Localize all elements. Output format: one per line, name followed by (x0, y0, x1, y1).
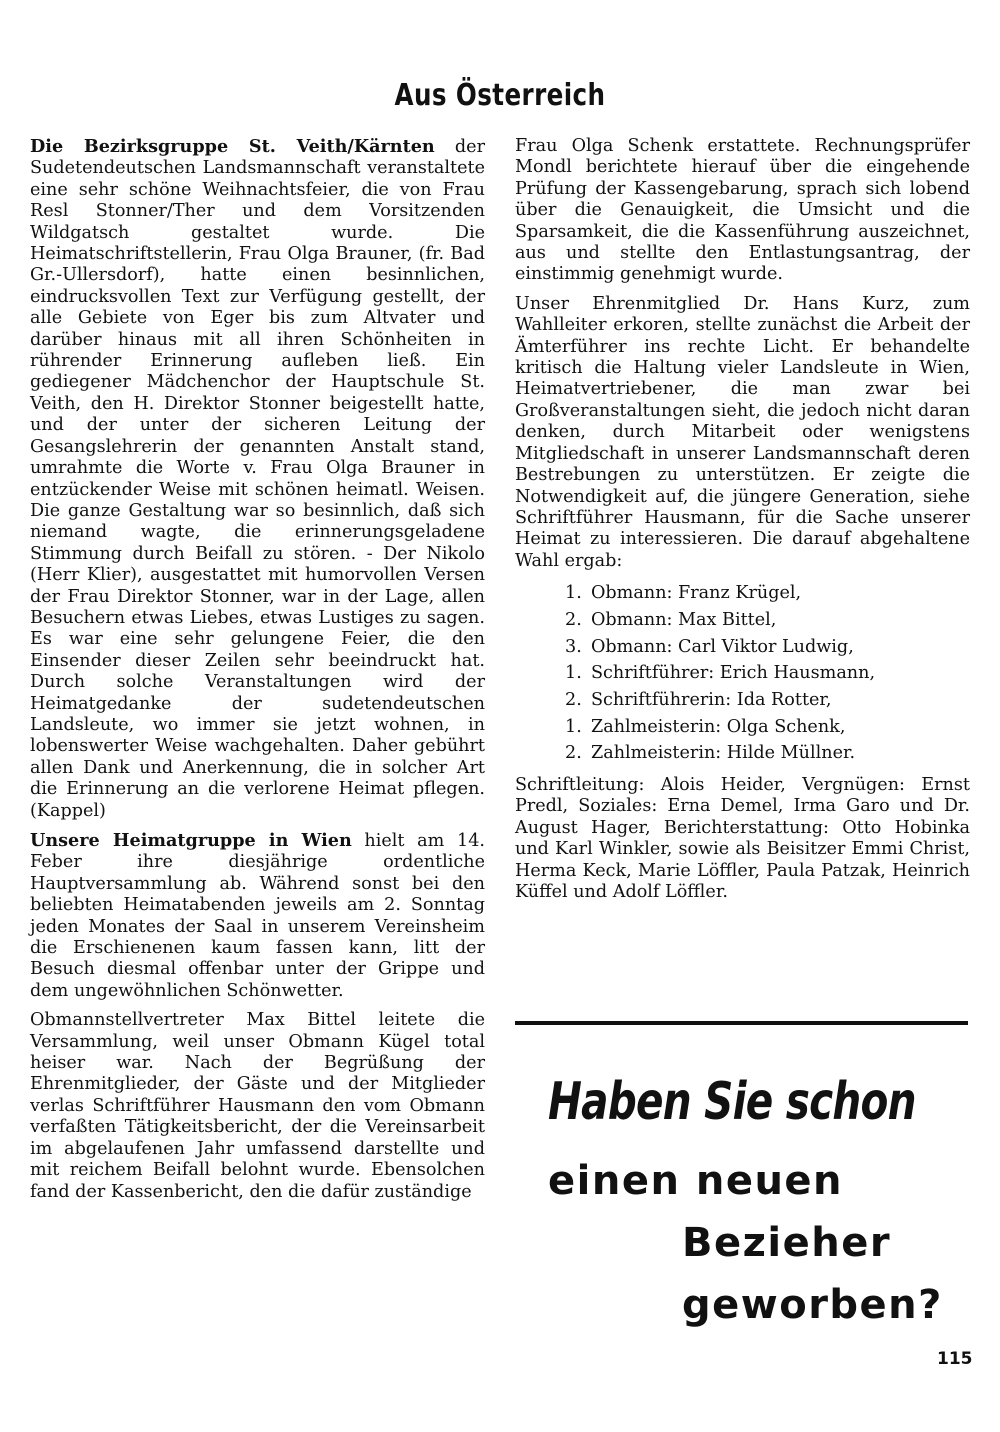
article-body: hielt am 14. Feber ihre diesjährige ordentliche Hauptversammlung ab. Während sonst bei den beliebten Heimatabenden jeweils am 2. Sonntag jeden Monates der Saal in unserem Vereinsheim die Erschienenen kaum fassen kann, litt der Besuch diesmal offenbar unter der Grippe und dem ungewöhnlichen Schönwetter. (30, 831, 485, 1001)
paragraph-versammlung: Obmannstellvertreter Max Bittel leitete die Versammlung, weil unser Obmann Kügel total heiser war. Nach der Begrüßung der Ehrenmitglieder, der Gäste und der Mitglieder verlas Schriftführer Hausmann den vom Obmann verfaßten Tätigkeitsbericht, der die Vereinsarbeit im abgelaufenen Jahr umfassend darstellte und mit reichem Beifall belohnt wurde. Ebensolchen fand der Kassenbericht, den die dafür zuständige (30, 1010, 485, 1202)
article-lead: Die Bezirksgruppe St. Veith/Kärnten (30, 136, 435, 157)
right-column (515, 136, 970, 911)
list-item: 2. Obmann: Max Bittel, (565, 609, 777, 630)
article-heimatgruppe-wien (30, 830, 485, 1002)
list-item: 1. Obmann: Franz Krügel, (565, 583, 802, 604)
paragraph-committee: Schriftleitung: Alois Heider, Vergnügen: Ernst Predl, Soziales: Erna Demel, Irma Garo und Dr. August Hager, Berichterstattung: Otto Hobinka und Karl Winkler, sowie als Beisitzer Emmi Christ, Herma Keck, Marie Löffler, Paula Patzak, Heinrich Küffel und Adolf Löffler. (515, 775, 970, 903)
left-column (30, 136, 485, 1211)
section-heading: Aus Österreich (394, 78, 606, 113)
article-bezirksgruppe-st-veith (30, 136, 485, 822)
divider-rule (515, 1021, 968, 1025)
election-results-list (565, 580, 970, 767)
ad-headline: Haben Sie schon (548, 1072, 916, 1132)
article-lead: Unsere Heimatgruppe in Wien (30, 830, 352, 851)
list-item: 3. Obmann: Carl Viktor Ludwig, (565, 636, 854, 657)
ad-line: geworben? (682, 1282, 943, 1328)
ad-line: Bezieher (682, 1220, 892, 1266)
list-item: 1. Schriftführer: Erich Hausmann, (565, 663, 876, 684)
paragraph-wahlleiter: Unser Ehrenmitglied Dr. Hans Kurz, zum Wahlleiter erkoren, stellte zunächst die Arbeit der Ämterführer ins rechte Licht. Er behandelte kritisch die Haltung vieler Landsleute in Wien, Heimatvertriebener, die man zwar bei Großveranstaltungen sieht, die jedoch nicht daran denken, durch Mitarbeit oder wenigstens Mitgliedschaft in unserer Landsmannschaft deren Bestrebungen zu unterstützen. Er zeigte die Notwendigkeit auf, die jüngere Generation, siehe Schriftführer Hausmann, für die Sache unserer Heimat zu interessieren. Die darauf abgehaltene Wahl ergab: (515, 293, 970, 571)
list-item: 2. Zahlmeisterin: Hilde Müllner. (565, 743, 856, 764)
list-item: 1. Zahlmeisterin: Olga Schenk, (565, 716, 846, 737)
paragraph-kassenbericht: Frau Olga Schenk erstattete. Rechnungsprüfer Mondl berichtete hierauf über die eingehende Prüfung der Kassengebarung, sprach sich lobend über die Genauigkeit, die Umsicht und die Sparsamkeit, die die Kassenführung auszeichnet, aus und stellte den Entlastungsantrag, der einstimmig genehmigt wurde. (515, 136, 970, 285)
article-body: der Sudetendeutschen Landsmannschaft veranstaltete eine sehr schöne Weihnachtsfeier, die von Frau Resl Stonner/Ther und dem Vorsitzenden Wildgatsch gestaltet wurde. Die Heimatschriftstellerin, Frau Olga Brauner, (fr. Bad Gr.-Ullersdorf), hatte einen besinnlichen, eindrucksvollen Text zur Verfügung gestellt, der alle Gebiete von Eger bis zum Altvater und darüber hinaus mit all ihren Schönheiten in rührender Erinnerung aufleben ließ. Ein gediegener Mädchenchor der Hauptschule St. Veith, den H. Direktor Stonner beigestellt hatte, und der unter der sicheren Leitung der Gesangslehrerin der genannten Anstalt stand, umrahmte die Worte v. Frau Olga Brauner in entzückender Weise mit schönen heimatl. Weisen. Die ganze Gestaltung war so besinnlich, daß sich niemand wagte, die erinnerungsgeladene Stimmung durch Beifall zu stören. - Der Nikolo (Herr Klier), ausgestattet mit humorvollen Versen der Frau Direktor Stonner, war in der Lage, allen Besuchern etwas Liebes, etwas Lustiges zu sagen. Es war eine sehr gelungene Feier, die den Einsender dieser Zeilen sehr beeindruckt hat. Durch solche Veranstaltungen wird der Heimatgedanke der sudetendeutschen Landsleute, wo immer sie jetzt wohnen, in lobenswerter Weise wachgehalten. Daher gebührt allen Dank und Anerkennung, die in solcher Art die Erinnerung an die verlorene Heimat pflegen. (Kappel) (30, 137, 485, 821)
page-number: 115 (937, 1349, 973, 1369)
list-item: 2. Schriftführerin: Ida Rotter, (565, 689, 832, 710)
ad-line: einen neuen (548, 1158, 844, 1204)
